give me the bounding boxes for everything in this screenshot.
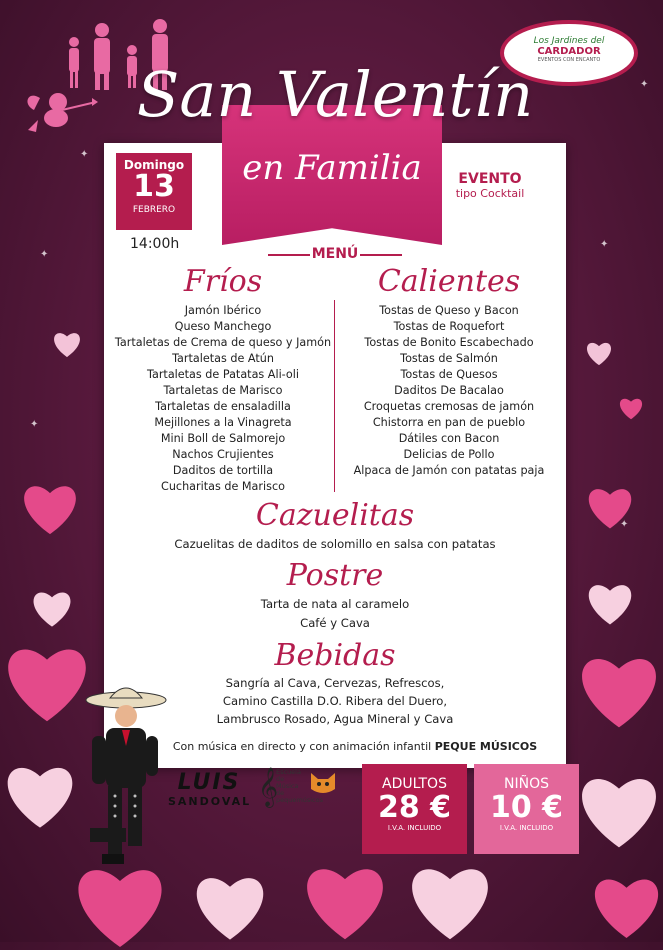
list-item: Daditos De Bacalao xyxy=(394,384,504,397)
frios-list xyxy=(114,303,332,495)
school-line: pequemúsicos xyxy=(276,796,323,804)
heart-icon xyxy=(590,870,663,942)
list-item: Tartaletas de Marisco xyxy=(163,384,283,397)
school-line: de xyxy=(276,789,285,797)
luis-line1: LUIS xyxy=(177,770,241,795)
list-item: Tostas de Queso y Bacon xyxy=(379,304,519,317)
list-item: Tartaletas de Crema de queso y Jamón xyxy=(114,336,332,349)
date-day: 13 xyxy=(133,169,175,204)
list-item: Mejillones a la Vinagreta xyxy=(154,416,292,429)
section-title-cazuelitas: Cazuelitas xyxy=(255,498,415,533)
list-item: Dátiles con Bacon xyxy=(398,432,500,445)
list-item: Tartaletas de Atún xyxy=(172,352,274,365)
date-box xyxy=(116,153,192,230)
sparkle-decoration: ✦ xyxy=(40,249,49,260)
logo-line2: CARDADOR xyxy=(537,46,601,57)
section-title-calientes: Calientes xyxy=(377,264,521,299)
menu-heading: MENÚ xyxy=(262,246,408,262)
heart-icon xyxy=(575,770,663,850)
list-item: Delicias de Pollo xyxy=(403,448,495,461)
heart-icon xyxy=(190,870,270,942)
price-note: I.V.A. INCLUIDO xyxy=(387,824,442,832)
event-type xyxy=(450,171,530,200)
music-note xyxy=(150,740,560,753)
list-item: Chistorra en pan de pueblo xyxy=(372,416,526,429)
list-item: Tartaletas de Patatas Ali-oli xyxy=(147,368,299,381)
bebidas-item: Sangría al Cava, Cervezas, Refrescos, xyxy=(225,676,445,690)
list-item: Alpaca de Jamón con patatas paja xyxy=(353,464,545,477)
school-line: Escuela xyxy=(276,768,301,776)
heart-icon xyxy=(0,760,80,830)
music-highlight: PEQUE MÚSICOS xyxy=(434,740,538,753)
price-amount: 10 € xyxy=(489,790,564,825)
heart-icon xyxy=(575,650,663,730)
price-note: I.V.A. INCLUIDO xyxy=(499,824,554,832)
list-item: Daditos de tortilla xyxy=(172,464,274,477)
heart-icon xyxy=(400,860,500,942)
heart-icon xyxy=(52,330,82,358)
bebidas-item: Camino Castilla D.O. Ribera del Duero, xyxy=(222,694,448,708)
luis-line2: SANDOVAL xyxy=(168,795,252,808)
page-subtitle: en Familia xyxy=(242,148,422,188)
date-month: FEBRERO xyxy=(132,205,176,215)
logo-line3: EVENTOS CON ENCANTO xyxy=(537,57,601,63)
school-line: de xyxy=(276,775,285,783)
list-item: Nachos Crujientes xyxy=(172,448,274,461)
sparkle-decoration: ✦ xyxy=(30,419,39,430)
treble-clef-icon: 𝄞 xyxy=(258,767,279,807)
list-item: Tostas de Bonito Escabechado xyxy=(364,336,534,349)
music-text: Con música en directo y con animación infantil xyxy=(172,740,435,753)
logo-line1: Los Jardines del xyxy=(533,36,605,46)
performer-logo-luis xyxy=(168,770,250,808)
date-weekday: Domingo xyxy=(123,158,185,172)
cazuelitas-item: Cazuelitas de daditos de solomillo en salsa con patatas xyxy=(174,537,496,551)
school-line: Música xyxy=(276,782,299,790)
sparkle-decoration: ✦ xyxy=(620,519,629,530)
list-item: Tostas de Roquefort xyxy=(393,320,505,333)
calientes-list xyxy=(338,303,560,479)
price-adults xyxy=(362,764,467,854)
mariachi-figure-icon xyxy=(78,678,168,876)
heart-icon xyxy=(585,340,613,366)
heart-icon xyxy=(30,588,74,628)
cat-icon xyxy=(308,769,338,795)
section-title-bebidas: Bebidas xyxy=(274,638,396,673)
event-type-text: tipo Cocktail xyxy=(455,187,525,200)
list-item: Mini Boll de Salmorejo xyxy=(160,432,286,445)
price-label: ADULTOS xyxy=(382,776,447,792)
postre-item: Tarta de nata al caramelo xyxy=(260,597,410,611)
heart-icon xyxy=(618,396,644,420)
price-label: NIÑOS xyxy=(504,776,549,792)
postre-item: Café y Cava xyxy=(300,616,370,630)
heart-icon xyxy=(585,484,635,530)
bebidas-item: Lambrusco Rosado, Agua Mineral y Cava xyxy=(216,712,454,726)
section-title-frios: Fríos xyxy=(183,264,263,299)
list-item: Tostas de Quesos xyxy=(400,368,498,381)
cupid-icon xyxy=(20,80,100,136)
page-title: San Valentín xyxy=(136,58,534,131)
heart-icon xyxy=(20,480,80,536)
list-item: Croquetas cremosas de jamón xyxy=(363,400,535,413)
sparkle-decoration: ✦ xyxy=(640,79,649,90)
sparkle-decoration: ✦ xyxy=(80,149,89,160)
music-school-logo xyxy=(258,767,348,815)
list-item: Jamón Ibérico xyxy=(184,304,262,317)
price-amount: 28 € xyxy=(377,790,452,825)
column-divider xyxy=(334,300,335,492)
price-children xyxy=(474,764,579,854)
list-item: Tostas de Salmón xyxy=(400,352,498,365)
event-time: 14:00h xyxy=(130,236,180,252)
list-item: Cucharitas de Marisco xyxy=(161,480,285,493)
heart-icon xyxy=(300,860,390,942)
list-item: Tartaletas de ensaladilla xyxy=(155,400,291,413)
sparkle-decoration: ✦ xyxy=(600,239,609,250)
list-item: Queso Manchego xyxy=(174,320,272,333)
heart-icon xyxy=(585,580,635,626)
section-title-postre: Postre xyxy=(286,558,384,593)
event-label: EVENTO xyxy=(458,171,522,187)
